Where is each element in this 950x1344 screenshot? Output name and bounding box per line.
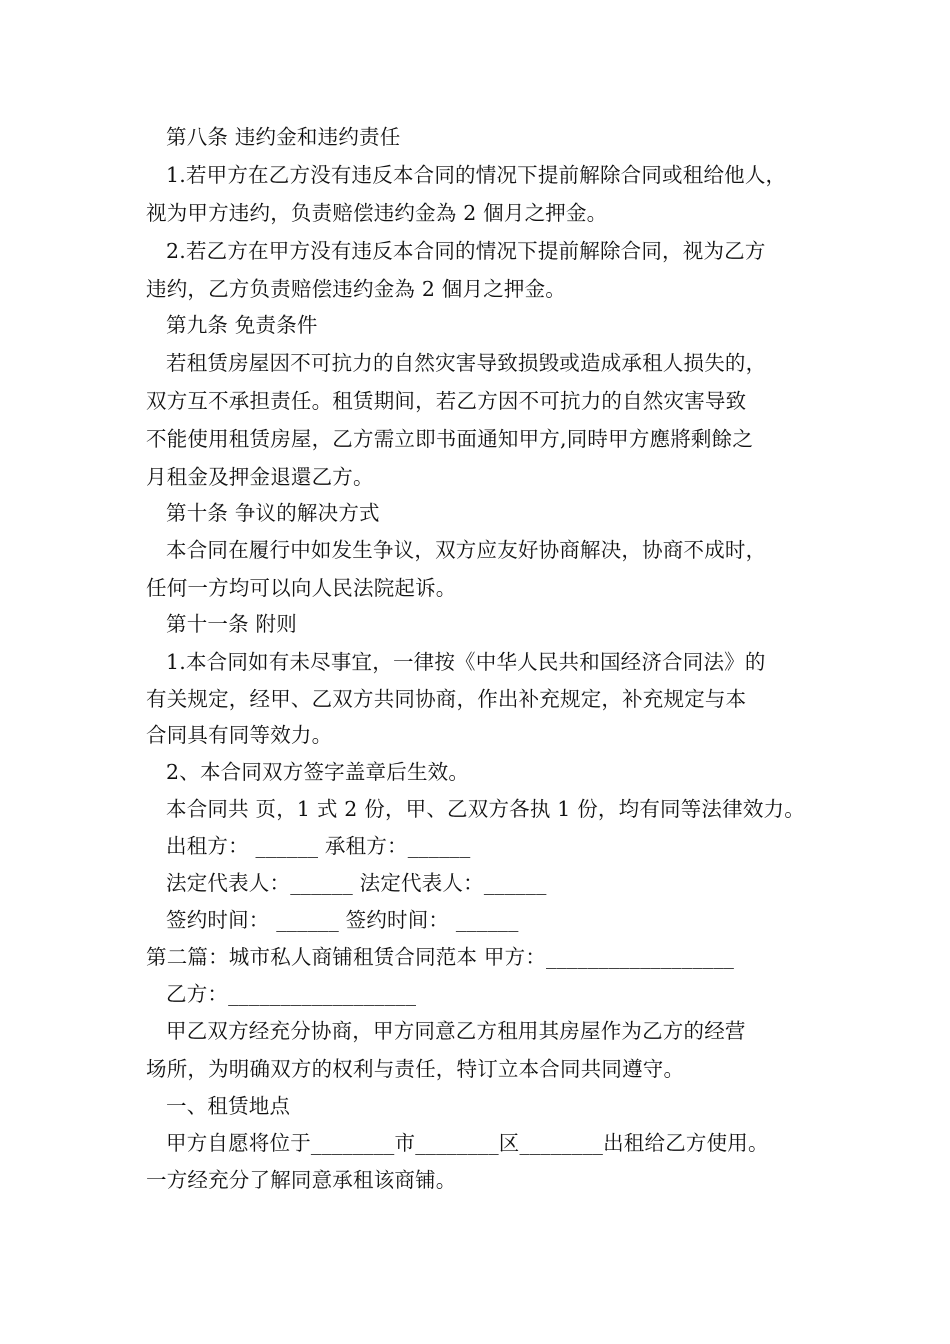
party-b-line: 乙方：__________________: [166, 982, 417, 1006]
article-8-clause-2-line-1: 2.若乙方在甲方没有违反本合同的情况下提前解除合同，视为乙方: [166, 239, 766, 263]
article-11-clause-1-line-2: 有关规定，经甲、乙双方共同协商，作出补充规定，补充规定与本: [146, 687, 747, 711]
section-1-text-line-1: 甲方自愿将位于________市________区________出租给乙方使用。: [166, 1131, 769, 1155]
article-11-clause-2: 2、本合同双方签字盖章后生效。: [166, 760, 470, 784]
lessor-lessee-signature-line: 出租方： ______ 承租方：______: [166, 834, 471, 858]
article-10-heading: 第十条 争议的解决方式: [166, 501, 380, 525]
copies-statement: 本合同共 页，1 式 2 份，甲、乙双方各执 1 份，均有同等法律效力。: [166, 797, 805, 821]
article-9-text-line-2: 双方互不承担责任。租赁期间，若乙方因不可抗力的自然灾害导致: [146, 389, 747, 413]
chapter-2-title: 第二篇：城市私人商铺租赁合同范本 甲方：__________________: [146, 945, 735, 969]
preamble-line-2: 场所，为明确双方的权利与责任，特订立本合同共同遵守。: [146, 1057, 685, 1081]
article-9-heading: 第九条 免责条件: [166, 313, 318, 337]
section-1-text-line-2: 一方经充分了解同意承租该商铺。: [146, 1168, 457, 1192]
article-8-heading: 第八条 违约金和违约责任: [166, 125, 401, 149]
article-9-text-line-4: 月租金及押金退還乙方。: [146, 465, 374, 489]
legal-representative-line: 法定代表人：______ 法定代表人：______: [166, 871, 547, 895]
article-11-clause-1-line-1: 1.本合同如有未尽事宜，一律按《中华人民共和国经济合同法》的: [166, 650, 766, 674]
section-1-heading: 一、租赁地点: [166, 1094, 291, 1118]
article-8-clause-1-line-1: 1.若甲方在乙方没有违反本合同的情况下提前解除合同或租给他人，: [166, 163, 787, 187]
article-9-text-line-3: 不能使用租赁房屋，乙方需立即书面通知甲方,同時甲方應將剩餘之: [146, 427, 754, 451]
article-8-clause-1-line-2: 视为甲方违约，负责赔偿违约金為 2 個月之押金。: [146, 201, 608, 225]
article-11-clause-1-line-3: 合同具有同等效力。: [146, 723, 333, 747]
article-9-text-line-1: 若租赁房屋因不可抗力的自然灾害导致损毁或造成承租人损失的，: [166, 351, 767, 375]
article-11-heading: 第十一条 附则: [166, 612, 297, 636]
article-10-text-line-1: 本合同在履行中如发生争议，双方应友好协商解决，协商不成时，: [166, 538, 767, 562]
signing-date-line: 签约时间： ______ 签约时间： ______: [166, 908, 519, 932]
article-10-text-line-2: 任何一方均可以向人民法院起诉。: [146, 576, 457, 600]
preamble-line-1: 甲乙双方经充分协商，甲方同意乙方租用其房屋作为乙方的经营: [166, 1019, 746, 1043]
article-8-clause-2-line-2: 违约，乙方负责赔偿违约金為 2 個月之押金。: [146, 277, 566, 301]
